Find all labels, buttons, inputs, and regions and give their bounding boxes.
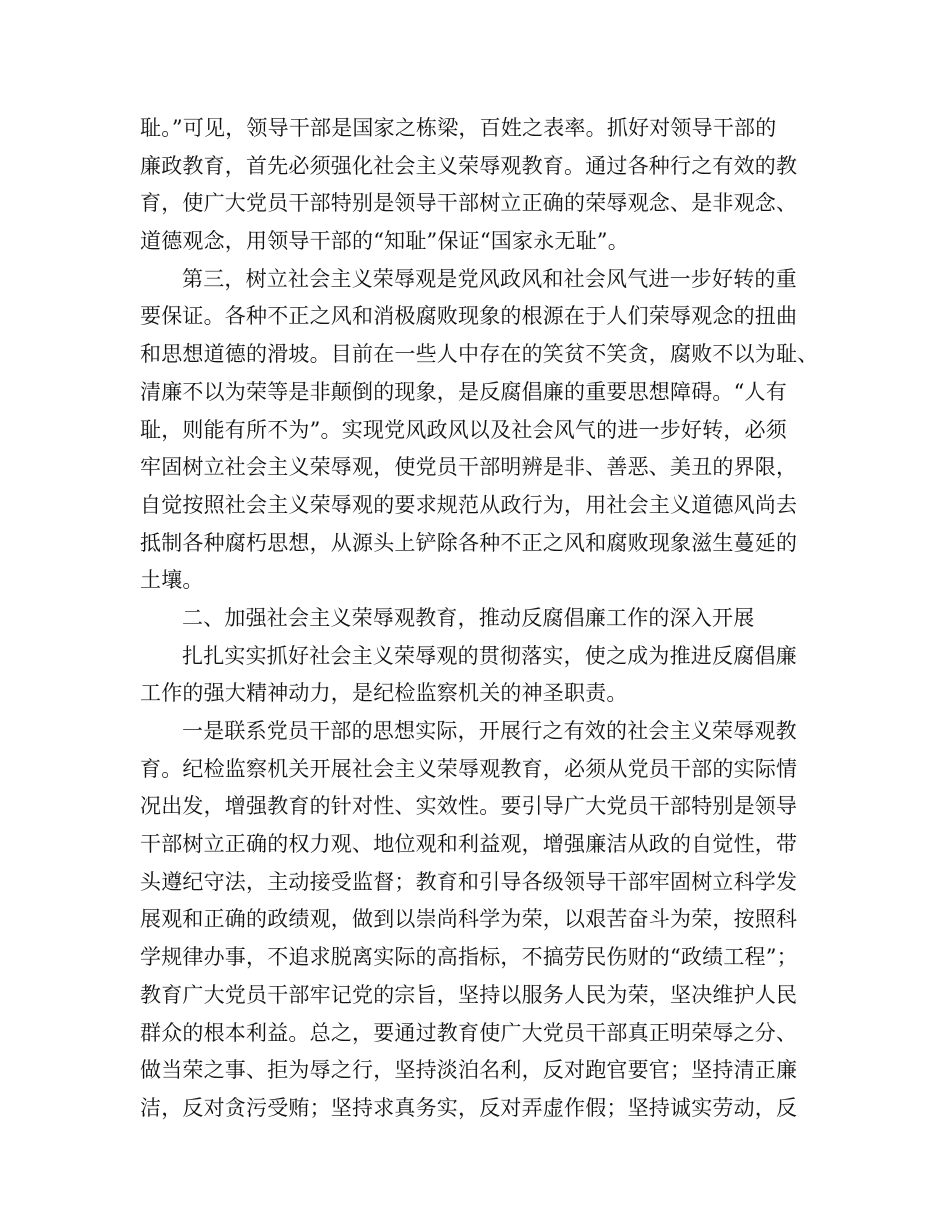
text-line: 二、加强社会主义荣辱观教育，推动反腐倡廉工作的深入开展	[182, 605, 755, 630]
text-line: 道德观念，用领导干部的“知耻”保证“国家永无耻”。	[140, 229, 629, 254]
text-line: 耻，则能有所不为”。实现党风政风以及社会风气的进一步好转，必须	[140, 417, 787, 442]
text-line: 育，使广大党员干部特别是领导干部树立正确的荣辱观念、是非观念、	[140, 191, 798, 216]
text-line: 牢固树立社会主义荣辱观，使党员干部明辨是非、善恶、美丑的界限，	[140, 455, 798, 480]
text-line: 干部树立正确的权力观、地位观和利益观，增强廉洁从政的自觉性，带	[140, 832, 798, 857]
text-line: 自觉按照社会主义荣辱观的要求规范从政行为，用社会主义道德风尚去	[140, 492, 798, 517]
text-line: 和思想道德的滑坡。目前在一些人中存在的笑贫不笑贪，腐败不以为耻、	[140, 342, 819, 367]
text-line: 头遵纪守法，主动接受监督；教育和引导各级领导干部牢固树立科学发	[140, 869, 798, 894]
text-line: 廉政教育，首先必须强化社会主义荣辱观教育。通过各种行之有效的教	[140, 153, 798, 178]
text-line: 抵制各种腐朽思想，从源头上铲除各种不正之风和腐败现象滋生蔓延的	[140, 530, 798, 555]
text-line: 要保证。各种不正之风和消极腐败现象的根源在于人们荣辱观念的扭曲	[140, 304, 798, 329]
text-line: 洁，反对贪污受贿；坚持求真务实，反对弄虚作假；坚持诚实劳动，反	[140, 1095, 798, 1120]
text-line: 做当荣之事、拒为辱之行，坚持淡泊名利，反对跑官要官；坚持清正廉	[140, 1058, 798, 1083]
text-line: 工作的强大精神动力，是纪检监察机关的神圣职责。	[140, 681, 628, 706]
text-line: 一是联系党员干部的思想实际，开展行之有效的社会主义荣辱观教	[182, 719, 797, 743]
text-line: 扎扎实实抓好社会主义荣辱观的贯彻落实，使之成为推进反腐倡廉	[182, 643, 797, 668]
text-line: 学规律办事，不追求脱离实际的高指标，不搞劳民伤财的“政绩工程”；	[140, 945, 798, 970]
text-line: 展观和正确的政绩观，做到以崇尚科学为荣，以艰苦奋斗为荣，按照科	[140, 907, 798, 932]
text-line: 清廉不以为荣等是非颠倒的现象，是反腐倡廉的重要思想障碍。“人有	[140, 379, 787, 404]
text-line: 育。纪检监察机关开展社会主义荣辱观教育，必须从党员干部的实际情	[140, 756, 798, 781]
text-line: 况出发，增强教育的针对性、实效性。要引导广大党员干部特别是领导	[140, 794, 798, 819]
text-line: 耻。”可见，领导干部是国家之栋梁，百姓之表率。抓好对领导干部的	[140, 116, 777, 140]
text-line: 群众的根本利益。总之，要通过教育使广大党员干部真正明荣辱之分、	[140, 1020, 798, 1045]
document-body	[140, 110, 830, 1128]
text-line: 第三，树立社会主义荣辱观是党风政风和社会风气进一步好转的重	[182, 266, 797, 291]
text-line: 教育广大党员干部牢记党的宗旨，坚持以服务人民为荣，坚决维护人民	[140, 982, 798, 1007]
text-line: 土壤。	[140, 568, 204, 593]
